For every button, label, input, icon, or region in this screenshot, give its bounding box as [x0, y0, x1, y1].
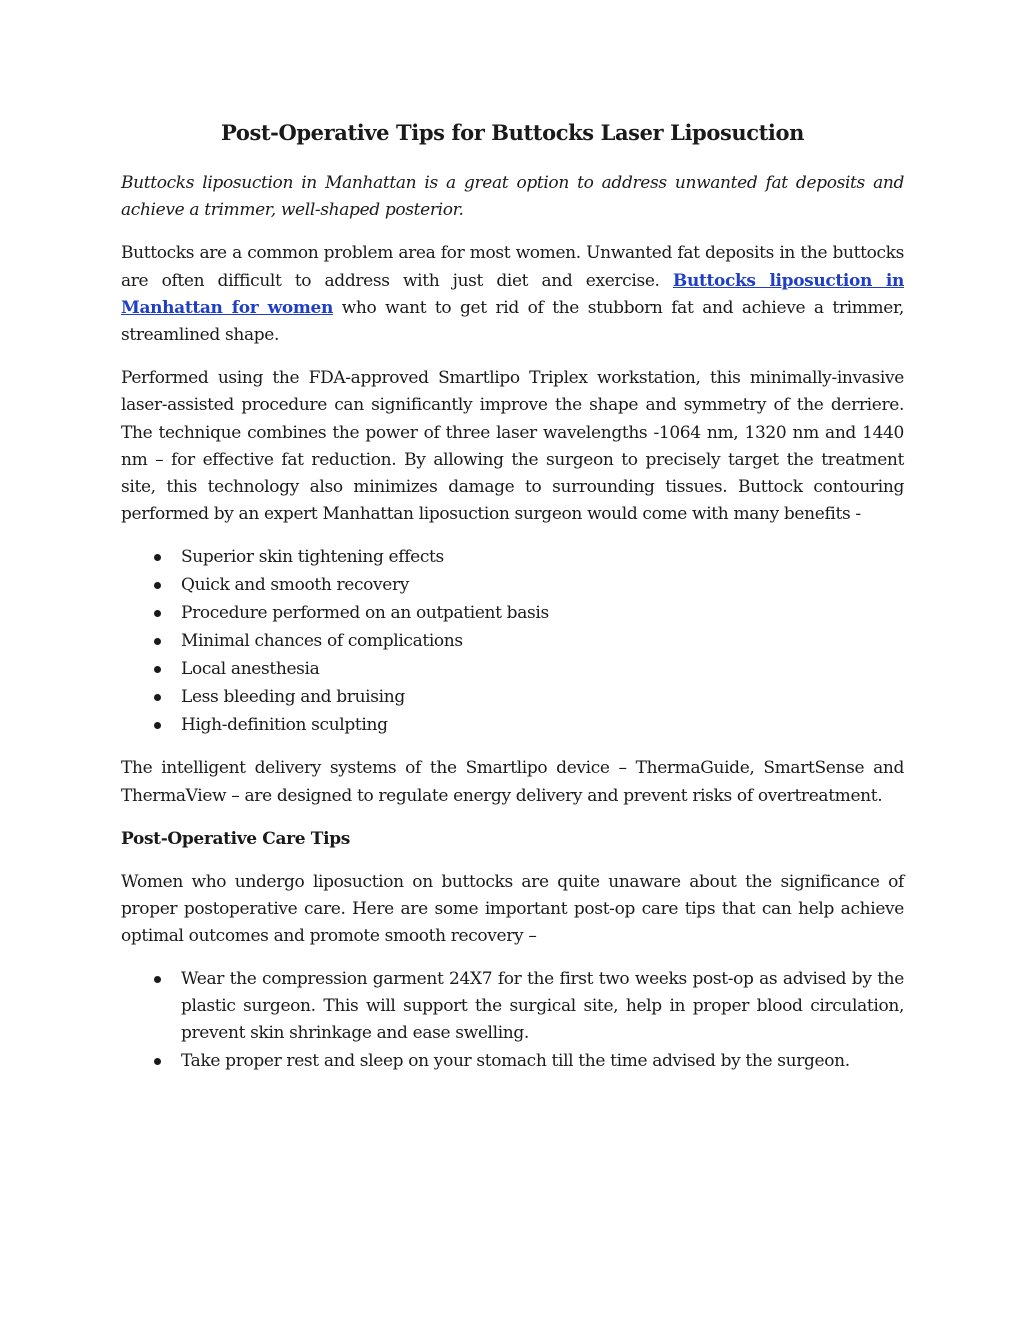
list-item	[121, 600, 904, 627]
paragraph-smartlipo: Performed using the FDA-approved Smartlipo Triplex workstation, this minimally-invasive laser-assisted procedure can significantly improve the shape and symmetry of the derriere. The technique combines the power of three laser wavelengths -1064 nm, 1320 nm and 1440 nm – for effective fat reduction. By allowing the surgeon to precisely target the treatment site, this technology also minimizes damage to surrounding tissues. Buttock contouring performed by an expert Manhattan liposuction surgeon would come with many benefits -	[121, 368, 904, 525]
list-item	[121, 684, 904, 711]
paragraph-care-intro: Women who undergo liposuction on buttocks are quite unaware about the significance of proper postoperative care. Here are some important post-op care tips that can help achieve optimal outcomes and promote smooth recovery –	[121, 871, 904, 947]
list-item-text: Superior skin tightening effects	[181, 547, 444, 568]
bullet-icon	[154, 694, 161, 701]
list-item	[121, 656, 904, 683]
list-item-text: Procedure performed on an outpatient basis	[181, 603, 549, 624]
document-page	[121, 118, 904, 1091]
paragraph-text: Buttocks are a common problem area for most women. Unwanted fat deposits in the buttocks are often difficult to address with just diet and exercise.	[121, 243, 904, 291]
list-item	[121, 628, 904, 655]
paragraph-problem-area	[121, 240, 904, 349]
document-title: Post-Operative Tips for Buttocks Laser Liposuction	[221, 120, 804, 145]
list-item-text: Local anesthesia	[181, 659, 320, 680]
paragraph-text: who want to get rid of the stubborn fat and achieve a trimmer, streamlined shape.	[121, 297, 904, 346]
benefits-list	[121, 544, 904, 739]
intro-paragraph: Buttocks liposuction in Manhattan is a great option to address unwanted fat deposits and achieve a trimmer, well-shaped posterior.	[121, 173, 904, 221]
paragraph-delivery-systems: The intelligent delivery systems of the Smartlipo device – ThermaGuide, SmartSense and ThermaView – are designed to regulate energy delivery and prevent risks of overtreatment.	[121, 758, 904, 806]
bullet-icon	[154, 638, 161, 645]
list-item	[121, 544, 904, 571]
list-item-text: Less bleeding and bruising	[181, 687, 405, 708]
bullet-icon	[154, 666, 161, 673]
bullet-icon	[154, 1058, 161, 1065]
bullet-icon	[154, 582, 161, 589]
list-item-text: Take proper rest and sleep on your stomach till the time advised by the surgeon.	[181, 1051, 850, 1072]
bullet-icon	[154, 976, 161, 983]
list-item-text: Minimal chances of complications	[181, 631, 463, 652]
bullet-icon	[154, 554, 161, 561]
list-item	[121, 572, 904, 599]
list-item-text: Wear the compression garment 24X7 for the first two weeks post-op as advised by the plastic surgeon. This will support the surgical site, help in proper blood circulation, prevent skin shrinkage and ease swelling.	[181, 969, 904, 1044]
care-tips-list	[121, 966, 904, 1075]
care-tips-heading: Post-Operative Care Tips	[121, 828, 350, 849]
list-item	[121, 966, 904, 1047]
list-item	[121, 1048, 904, 1075]
list-item	[121, 712, 904, 739]
bullet-icon	[154, 610, 161, 617]
buttocks-liposuction-link[interactable]: Buttocks liposuction in Manhattan for women	[121, 270, 904, 318]
list-item-text: Quick and smooth recovery	[181, 575, 410, 596]
bullet-icon	[154, 722, 161, 729]
list-item-text: High-definition sculpting	[181, 715, 388, 736]
